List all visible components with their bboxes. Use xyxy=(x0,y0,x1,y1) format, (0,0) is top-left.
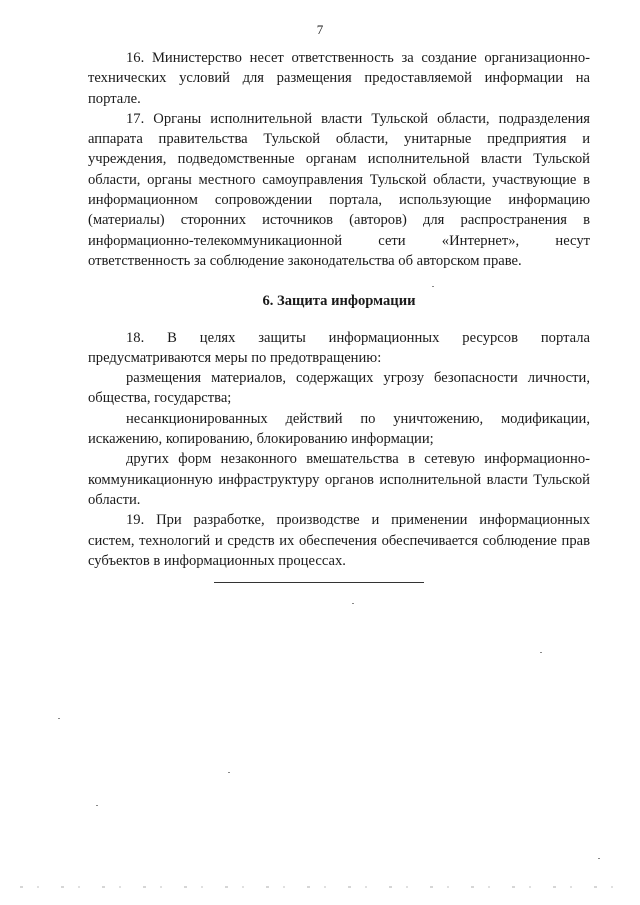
scan-speck xyxy=(228,772,230,773)
scan-speck xyxy=(96,805,98,806)
paragraph-18-item-3: других форм незаконного вмешательства в сетевую информационно-коммуникационную инфраструктуру органов исполнительной власти Тульской области. xyxy=(88,451,590,508)
paragraph-16: 16. Министерство несет ответственность за создание организационно-технических условий для размещения предоставляемой информации на портале. xyxy=(88,50,590,107)
section-heading: 6. Защита информации xyxy=(262,293,416,310)
page-number: 7 xyxy=(316,22,324,37)
scan-speck xyxy=(58,718,60,719)
paragraph-18-item-2: несанкционированных действий по уничтожению, модификации, искажению, копированию, блокированию информации; xyxy=(88,410,590,448)
scan-speck xyxy=(432,286,434,287)
scan-speck xyxy=(352,603,354,604)
paragraph-18-item-1: размещения материалов, содержащих угрозу безопасности личности, общества, государства; xyxy=(88,370,590,407)
paragraph-19: 19. При разработке, производстве и применении информационных систем, технологий и средств их обеспечения обеспечивается соблюдение прав субъектов в информационных процессах. xyxy=(88,512,590,569)
scan-speck xyxy=(598,858,600,859)
scan-edge-noise xyxy=(20,886,620,888)
paragraph-17: 17. Органы исполнительной власти Тульской области, подразделения аппарата правительства Тульской области, унитарные предприятия и учреждения, подведомственные органам исполнительной власти Тульской области, органы местного самоуправления Тульской области, участвующие в информационном сопровождении портала, использующие информацию (материалы) сторонних источников (авторов) для распространения в информационно-телекоммуникационной сети «Интернет», несут ответственность за соблюдение законодательства об авторском праве. xyxy=(88,110,590,269)
scan-speck xyxy=(540,652,542,653)
document-body xyxy=(88,48,590,571)
end-divider-line xyxy=(214,582,424,583)
paragraph-18: 18. В целях защиты информационных ресурсов портала предусматриваются меры по предотвращению: xyxy=(88,329,590,366)
